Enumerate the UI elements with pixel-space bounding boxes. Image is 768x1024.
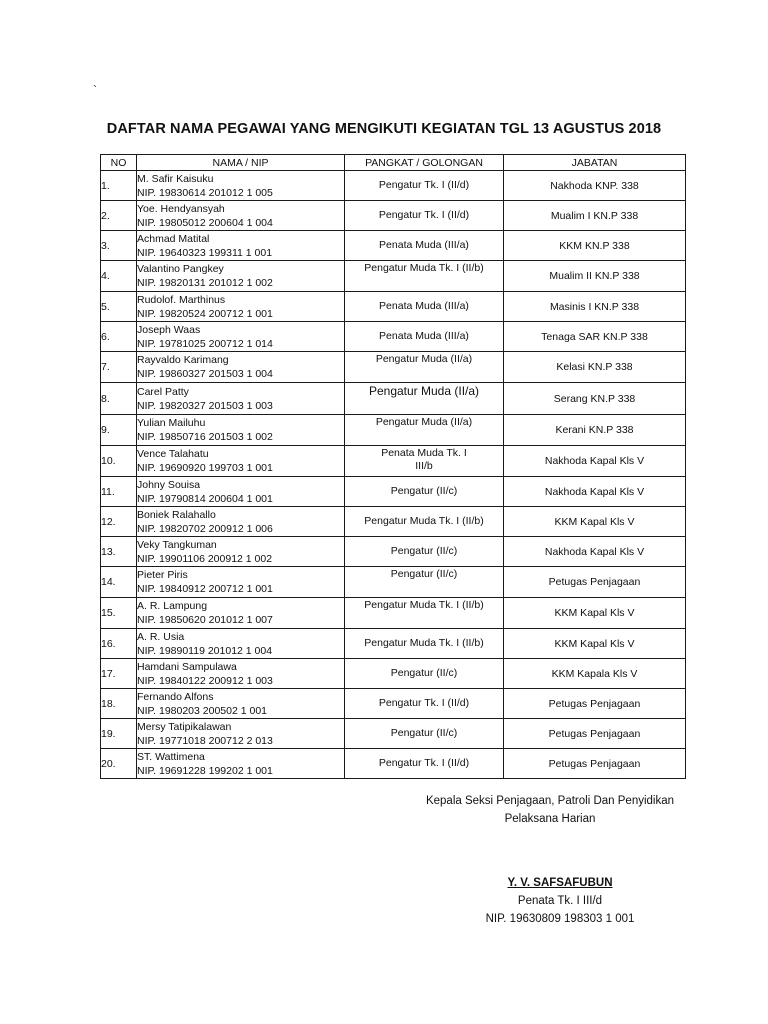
row-number: 4.	[101, 261, 137, 292]
employee-nip: NIP. 19820131 201012 1 002	[137, 277, 273, 289]
name-nip-cell	[137, 659, 345, 689]
table-row	[101, 719, 686, 749]
position-cell: KKM KN.P 338	[504, 231, 686, 261]
position-cell: Petugas Penjagaan	[504, 719, 686, 749]
header-row	[101, 155, 686, 171]
position-cell: Masinis I KN.P 338	[504, 292, 686, 322]
employee-name: Rayvaldo Karimang	[137, 354, 229, 366]
rank-cell: Pengatur Tk. I (II/d)	[345, 201, 504, 231]
stray-mark: `	[93, 83, 97, 97]
rank-cell: Pengatur (II/c)	[345, 719, 504, 749]
row-number: 10.	[101, 446, 137, 477]
signature-role-block	[400, 792, 700, 828]
rank-cell: Pengatur (II/c)	[345, 477, 504, 507]
name-nip-cell	[137, 171, 345, 201]
employee-name: Veky Tangkuman	[137, 538, 217, 551]
table-row	[101, 322, 686, 352]
employee-name: Valantino Pangkey	[137, 263, 224, 275]
table-body	[101, 171, 686, 779]
employee-nip: NIP. 19850620 201012 1 007	[137, 614, 273, 626]
header-name-nip: NAMA / NIP	[137, 155, 345, 171]
table-row	[101, 749, 686, 779]
position-cell: Petugas Penjagaan	[504, 689, 686, 719]
header-position: JABATAN	[504, 155, 686, 171]
position-cell: Petugas Penjagaan	[504, 749, 686, 779]
row-number: 19.	[101, 719, 137, 749]
table-row	[101, 598, 686, 629]
position-cell: KKM Kapal Kls V	[504, 629, 686, 659]
staff-table	[100, 154, 686, 779]
rank-cell	[345, 446, 504, 477]
employee-name: Vence Talahatu	[137, 448, 209, 460]
employee-nip: NIP. 19890119 201012 1 004	[137, 644, 273, 657]
row-number: 13.	[101, 537, 137, 567]
table-row	[101, 231, 686, 261]
signatory-name: Y. V. SAFSAFUBUN	[507, 877, 613, 889]
name-nip-cell	[137, 749, 345, 779]
name-nip-cell	[137, 352, 345, 383]
employee-name: Achmad Matital	[137, 232, 210, 245]
table-row	[101, 171, 686, 201]
name-nip-cell	[137, 383, 345, 415]
signature-role-title: Kepala Seksi Penjagaan, Patroli Dan Penyidikan	[425, 795, 675, 807]
name-nip-cell	[137, 261, 345, 292]
position-cell: Nakhoda Kapal Kls V	[504, 446, 686, 477]
table-row	[101, 629, 686, 659]
name-nip-cell	[137, 567, 345, 598]
row-number: 15.	[101, 598, 137, 629]
employee-name: Mersy Tatipikalawan	[137, 720, 232, 733]
row-number: 3.	[101, 231, 137, 261]
employee-nip: NIP. 19790814 200604 1 001	[137, 492, 273, 505]
employee-name: Johny Souisa	[137, 478, 201, 491]
table-row	[101, 537, 686, 567]
employee-nip: NIP. 19690920 199703 1 001	[137, 462, 273, 474]
rank-cell: Pengatur (II/c)	[345, 537, 504, 567]
employee-name: Boniek Ralahallo	[137, 508, 216, 521]
position-cell: Kelasi KN.P 338	[504, 352, 686, 383]
employee-nip: NIP. 19850716 201503 1 002	[137, 431, 273, 443]
name-nip-cell	[137, 689, 345, 719]
employee-nip: NIP. 19840912 200712 1 001	[137, 583, 273, 595]
table-header	[101, 155, 686, 171]
name-nip-cell	[137, 322, 345, 352]
rank-line-1: Penata Muda Tk. I	[381, 447, 467, 459]
table-row	[101, 446, 686, 477]
table-row	[101, 415, 686, 446]
employee-name: Carel Patty	[137, 385, 189, 398]
rank-cell: Pengatur Muda Tk. I (II/b)	[345, 598, 504, 629]
name-nip-cell	[137, 477, 345, 507]
employee-nip: NIP. 19820702 200912 1 006	[137, 522, 273, 535]
rank-cell: Penata Muda (III/a)	[345, 322, 504, 352]
employee-nip: NIP. 19781025 200712 1 014	[137, 337, 273, 350]
document-title: DAFTAR NAMA PEGAWAI YANG MENGIKUTI KEGIATAN TGL 13 AGUSTUS 2018	[106, 121, 662, 137]
employee-nip: NIP. 1980203 200502 1 001	[137, 704, 268, 717]
position-cell: Mualim II KN.P 338	[504, 261, 686, 292]
signatory-nip: NIP. 19630809 198303 1 001	[485, 913, 635, 925]
rank-cell: Pengatur Muda (II/a)	[345, 415, 504, 446]
position-cell: Tenaga SAR KN.P 338	[504, 322, 686, 352]
position-cell: Nakhoda KNP. 338	[504, 171, 686, 201]
employee-name: Pieter Piris	[137, 569, 188, 581]
employee-name: M. Safir Kaisuku	[137, 172, 214, 185]
table-row	[101, 383, 686, 415]
name-nip-cell	[137, 231, 345, 261]
row-number: 1.	[101, 171, 137, 201]
rank-cell: Pengatur (II/c)	[345, 567, 504, 598]
position-cell: Mualim I KN.P 338	[504, 201, 686, 231]
employee-nip: NIP. 19830614 201012 1 005	[137, 186, 273, 199]
signature-person-block	[410, 874, 710, 928]
employee-name: ST. Wattimena	[137, 750, 205, 763]
employee-nip: NIP. 19820327 201503 1 003	[137, 399, 273, 412]
header-no: NO	[101, 155, 137, 171]
signatory-rank: Penata Tk. I III/d	[517, 895, 603, 907]
name-nip-cell	[137, 719, 345, 749]
table-row	[101, 659, 686, 689]
employee-name: Yoe. Hendyansyah	[137, 202, 225, 215]
employee-nip: NIP. 19691228 199202 1 001	[137, 764, 273, 777]
table-row	[101, 352, 686, 383]
rank-cell: Pengatur Tk. I (II/d)	[345, 749, 504, 779]
employee-nip: NIP. 19860327 201503 1 004	[137, 368, 273, 380]
position-cell: Serang KN.P 338	[504, 383, 686, 415]
employee-name: Rudolof. Marthinus	[137, 293, 226, 306]
row-number: 16.	[101, 629, 137, 659]
rank-line-2: III/b	[415, 460, 433, 472]
name-nip-cell	[137, 415, 345, 446]
employee-name: Yulian Mailuhu	[137, 417, 206, 429]
row-number: 20.	[101, 749, 137, 779]
header-rank: PANGKAT / GOLONGAN	[345, 155, 504, 171]
name-nip-cell	[137, 629, 345, 659]
employee-nip: NIP. 19771018 200712 2 013	[137, 734, 273, 747]
row-number: 9.	[101, 415, 137, 446]
row-number: 7.	[101, 352, 137, 383]
table-row	[101, 292, 686, 322]
rank-cell: Pengatur Muda Tk. I (II/b)	[345, 629, 504, 659]
employee-name: Hamdani Sampulawa	[137, 660, 237, 673]
name-nip-cell	[137, 598, 345, 629]
position-cell: KKM Kapal Kls V	[504, 598, 686, 629]
table-row	[101, 477, 686, 507]
position-cell: KKM Kapala Kls V	[504, 659, 686, 689]
position-cell: Nakhoda Kapal Kls V	[504, 477, 686, 507]
position-cell: KKM Kapal Kls V	[504, 507, 686, 537]
employee-nip: NIP. 19805012 200604 1 004	[137, 216, 273, 229]
position-cell: Kerani KN.P 338	[504, 415, 686, 446]
position-cell: Petugas Penjagaan	[504, 567, 686, 598]
table-row	[101, 689, 686, 719]
row-number: 11.	[101, 477, 137, 507]
table-row	[101, 261, 686, 292]
rank-cell: Penata Muda (III/a)	[345, 231, 504, 261]
employee-nip: NIP. 19640323 199311 1 001	[137, 246, 273, 259]
row-number: 14.	[101, 567, 137, 598]
rank-cell: Pengatur Muda Tk. I (II/b)	[345, 507, 504, 537]
employee-nip: NIP. 19820524 200712 1 001	[137, 307, 273, 320]
employee-name: Joseph Waas	[137, 323, 201, 336]
row-number: 8.	[101, 383, 137, 415]
rank-cell: Pengatur Muda Tk. I (II/b)	[345, 261, 504, 292]
row-number: 5.	[101, 292, 137, 322]
row-number: 17.	[101, 659, 137, 689]
row-number: 12.	[101, 507, 137, 537]
signature-role-subtitle: Pelaksana Harian	[504, 813, 596, 825]
name-nip-cell	[137, 537, 345, 567]
table-row	[101, 567, 686, 598]
table-row	[101, 201, 686, 231]
rank-cell: Pengatur Muda (II/a)	[345, 383, 504, 415]
row-number: 2.	[101, 201, 137, 231]
employee-nip: NIP. 19901106 200912 1 002	[137, 552, 273, 565]
rank-cell: Pengatur Tk. I (II/d)	[345, 171, 504, 201]
rank-cell: Pengatur (II/c)	[345, 659, 504, 689]
name-nip-cell	[137, 446, 345, 477]
rank-cell: Penata Muda (III/a)	[345, 292, 504, 322]
row-number: 18.	[101, 689, 137, 719]
name-nip-cell	[137, 292, 345, 322]
rank-cell: Pengatur Muda (II/a)	[345, 352, 504, 383]
rank-cell: Pengatur Tk. I (II/d)	[345, 689, 504, 719]
name-nip-cell	[137, 201, 345, 231]
position-cell: Nakhoda Kapal Kls V	[504, 537, 686, 567]
employee-name: Fernando Alfons	[137, 690, 214, 703]
table-row	[101, 507, 686, 537]
employee-name: A. R. Lampung	[137, 600, 208, 612]
row-number: 6.	[101, 322, 137, 352]
employee-name: A. R. Usia	[137, 630, 185, 643]
name-nip-cell	[137, 507, 345, 537]
employee-nip: NIP. 19840122 200912 1 003	[137, 674, 273, 687]
